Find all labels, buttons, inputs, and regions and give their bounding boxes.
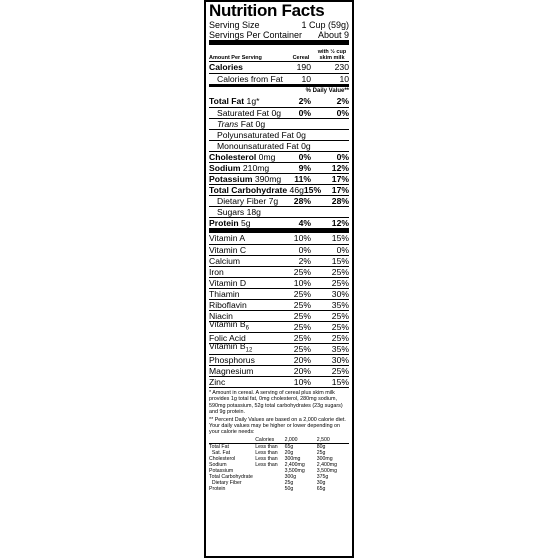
footnote-amount: * Amount in cereal. A serving of cereal plus skim milk provides 1g total fat, 0mg cholesterol, 280mg sodium, 590mg potassium, 52g total carbohydrates (23g sugars) and 9g protein. xyxy=(209,390,343,416)
vitamin-milk-dv: 25% xyxy=(331,321,349,332)
nutrient-row xyxy=(209,195,349,206)
nutrient-label xyxy=(209,119,287,130)
vitamin-cereal-dv: 25% xyxy=(293,332,311,343)
calories-label: Calories xyxy=(209,62,243,73)
vitamin-label: Vitamin $B_6$ xyxy=(209,319,249,333)
vitamin-milk-dv: 35% xyxy=(331,299,349,310)
vitamin-milk-dv: 15% xyxy=(331,233,349,244)
vitamin-milk-dv: 25% xyxy=(331,266,349,277)
vitamin-label: Vitamin D xyxy=(209,277,247,288)
dv-table-cell: 300mg xyxy=(284,455,301,462)
dv-table-cell: 20g xyxy=(284,449,294,456)
vitamin-label: Folic Acid xyxy=(209,332,246,343)
nutrient-name: Potassium xyxy=(209,173,253,184)
servings-row xyxy=(209,30,349,40)
dv-table-cell: Calories xyxy=(255,436,275,443)
panel-title: Nutrition Facts xyxy=(209,1,325,20)
vitamin-row xyxy=(209,343,349,354)
vitamin-label: Vitamin C xyxy=(209,244,247,255)
nutrient-amount: 5g xyxy=(238,217,251,228)
vitamin-milk-dv: 15% xyxy=(331,376,349,387)
dv-table-cell: 300mg xyxy=(316,455,333,462)
vitamin-subscript: 6 xyxy=(245,326,249,333)
dv-table-cell: Cholesterol xyxy=(209,455,236,462)
nutrient-cereal-dv: 15% xyxy=(303,184,322,195)
vitamin-subscript: 12 xyxy=(245,348,253,355)
calories-milk: 230 xyxy=(334,62,349,73)
vitamin-row xyxy=(209,233,349,244)
vitamin-cereal-dv: 20% xyxy=(293,354,311,365)
nutrient-row xyxy=(209,151,349,162)
vitamin-label: Magnesium xyxy=(209,365,254,376)
nutrient-amount: 18g xyxy=(244,206,261,217)
vitamin-cereal-dv: 25% xyxy=(293,288,311,299)
vitamin-milk-dv: 25% xyxy=(331,277,349,288)
nutrient-row xyxy=(209,96,349,107)
nutrient-name: Sugars xyxy=(217,206,245,217)
nutrient-milk-dv: 12% xyxy=(331,217,349,228)
dv-table-cell: 2,500 xyxy=(316,436,330,443)
vitamins-list xyxy=(209,233,349,387)
vitamin-milk-dv: 25% xyxy=(331,332,349,343)
calories-fat-label: Calories from Fat xyxy=(217,73,283,84)
dv-table-row xyxy=(209,486,349,492)
dv-table-cell: Total Carbohydrate xyxy=(209,473,253,480)
nutrient-cereal-dv: 28% xyxy=(293,195,311,206)
nutrient-cereal-dv: 11% xyxy=(294,173,311,184)
dv-table-cell: Dietary Fiber xyxy=(209,479,242,486)
nutrient-label xyxy=(209,218,287,229)
nutrient-milk-dv: 17% xyxy=(331,184,349,195)
nutrient-row xyxy=(209,140,349,151)
nutrient-milk-dv: 12% xyxy=(331,162,349,173)
milk-header: with ½ cup skim milk xyxy=(317,49,347,61)
nutrient-milk-dv: 2% xyxy=(336,96,349,107)
nutrient-name: Saturated Fat xyxy=(217,107,270,118)
nutrient-amount: 1g* xyxy=(244,96,260,107)
nutrient-amount: 0mg xyxy=(256,151,276,162)
dv-table-cell: Less than xyxy=(255,449,278,456)
vitamin-cereal-dv: 20% xyxy=(293,365,311,376)
nutrient-milk-dv: 0% xyxy=(336,107,349,118)
dv-table-cell: 80g xyxy=(317,443,349,450)
nutrient-cereal-dv: 2% xyxy=(298,96,311,107)
vitamin-row xyxy=(209,365,349,376)
dv-table-cell xyxy=(255,486,284,492)
nutrition-facts-panel xyxy=(204,0,354,558)
serving-size-label: Serving Size xyxy=(209,20,260,30)
daily-values-table xyxy=(209,437,349,492)
serving-size-row xyxy=(209,20,349,30)
nutrient-cereal-dv: 0% xyxy=(298,107,311,118)
vitamin-label: Vitamin A xyxy=(209,233,246,244)
vitamin-label: Iron xyxy=(209,266,224,277)
nutrient-label xyxy=(209,174,287,185)
vitamin-row xyxy=(209,321,349,332)
dv-table-cell: Protein xyxy=(209,485,226,492)
nutrient-row xyxy=(209,217,349,228)
nutrient-label xyxy=(209,152,287,163)
nutrient-cereal-dv: 9% xyxy=(298,162,311,173)
vitamin-cereal-dv: 0% xyxy=(298,244,311,255)
nutrient-amount: 46g xyxy=(287,184,304,195)
nutrient-amount: 390mg xyxy=(252,173,282,184)
nutrient-label xyxy=(209,141,311,152)
vitamin-row xyxy=(209,299,349,310)
nutrient-label xyxy=(209,207,287,218)
dv-table-cell: Total Fat xyxy=(209,443,255,450)
serving-size-value: 1 Cup (59g) xyxy=(301,20,349,30)
vitamin-label: Phosphorus xyxy=(209,354,255,365)
nutrient-name: Monounsaturated Fat xyxy=(217,140,299,151)
dv-table-cell: Less than xyxy=(255,455,278,462)
nutrient-label xyxy=(209,185,304,196)
nutrient-label xyxy=(209,96,287,107)
nutrient-cereal-dv: 0% xyxy=(298,151,311,162)
nutrient-row xyxy=(209,118,349,129)
nutrient-amount: 0g xyxy=(269,107,282,118)
vitamin-label: Riboflavin xyxy=(209,299,247,310)
nutrient-row xyxy=(209,162,349,173)
nutrient-milk-dv: 0% xyxy=(336,151,349,162)
amount-header: Amount Per Serving xyxy=(209,55,262,61)
vitamin-cereal-dv: 10% xyxy=(293,376,311,387)
vitamin-milk-dv: 15% xyxy=(331,255,349,266)
vitamin-label: Vitamin $B_{12}$ xyxy=(209,341,253,355)
vitamin-cereal-dv: 2% xyxy=(298,255,311,266)
dv-table-cell: 375g xyxy=(316,473,329,480)
dv-table-cell: Sodium xyxy=(209,461,227,468)
servings-label: Servings Per Container xyxy=(209,30,303,40)
vitamin-cereal-dv: 25% xyxy=(293,310,311,321)
dv-table-cell: 2,400mg xyxy=(284,461,305,468)
dv-table-cell: 3,500mg xyxy=(316,467,337,474)
dv-table-cell: 30g xyxy=(316,479,326,486)
vitamin-row xyxy=(209,277,349,288)
nutrient-cereal-dv: 4% xyxy=(298,217,311,228)
dv-table-cell: 50g xyxy=(284,485,294,492)
nutrient-milk-dv: 17% xyxy=(331,173,349,184)
vitamin-row xyxy=(209,266,349,277)
dv-table-cell: 300g xyxy=(284,473,297,480)
calories-fat-milk: 10 xyxy=(339,73,349,84)
vitamin-milk-dv: 0% xyxy=(336,244,349,255)
vitamin-label: Zinc xyxy=(209,376,226,387)
vitamin-milk-dv: 30% xyxy=(331,288,349,299)
dv-table-cell: 25g xyxy=(316,449,326,456)
footnotes xyxy=(209,390,349,436)
vitamin-label: Calcium xyxy=(209,255,241,266)
nutrient-amount: 0g xyxy=(293,129,306,140)
nutrient-milk-dv: 28% xyxy=(331,195,349,206)
vitamin-cereal-dv: 10% xyxy=(293,277,311,288)
nutrient-label xyxy=(209,108,287,119)
nutrient-row xyxy=(209,184,349,195)
nutrient-row xyxy=(209,107,349,118)
dv-table-cell: Less than xyxy=(255,461,278,468)
vitamin-cereal-dv: 25% xyxy=(293,321,311,332)
nutrient-amount: 0g xyxy=(298,140,311,151)
footnote-daily-values: ** Percent Daily Values are based on a 2,000 calorie diet. Your daily values may be higher or lower depending on your calorie needs: xyxy=(209,416,346,436)
calories-row xyxy=(209,62,349,73)
dv-table-cell: Less than xyxy=(255,443,284,450)
vitamin-label: Niacin xyxy=(209,310,233,321)
servings-value: About 9 xyxy=(317,30,349,40)
nutrient-name: Sodium xyxy=(209,162,241,173)
nutrient-amount: Fat 0g xyxy=(238,118,266,129)
nutrient-name: Total Fat xyxy=(209,96,245,107)
dv-table-cell: 65g xyxy=(285,443,317,450)
dv-table-cell: 2,400mg xyxy=(316,461,337,468)
daily-value-header: % Daily Value** xyxy=(305,88,349,94)
nutrient-name: Trans xyxy=(217,118,239,129)
vitamin-milk-dv: 30% xyxy=(331,354,349,365)
vitamin-row xyxy=(209,376,349,387)
vitamin-cereal-dv: 10% xyxy=(293,233,311,244)
nutrient-name: Protein xyxy=(209,217,239,228)
dv-table-cell: Potassium xyxy=(209,467,234,474)
nutrient-name: Total Carbohydrate xyxy=(209,184,288,195)
column-header xyxy=(209,45,349,61)
calories-fat-row xyxy=(209,73,349,84)
nutrient-row xyxy=(209,206,349,217)
nutrient-label xyxy=(209,163,287,174)
vitamin-cereal-dv: 25% xyxy=(293,299,311,310)
vitamin-label: Thiamin xyxy=(209,288,240,299)
vitamin-row xyxy=(209,354,349,365)
nutrient-row xyxy=(209,173,349,184)
nutrient-label xyxy=(209,130,306,141)
vitamin-row xyxy=(209,244,349,255)
vitamin-row xyxy=(209,255,349,266)
vitamin-milk-dv: 25% xyxy=(331,310,349,321)
calories-cereal: 190 xyxy=(296,62,311,73)
nutrient-name: Dietary Fiber xyxy=(217,195,267,206)
vitamin-cereal-dv: 25% xyxy=(293,266,311,277)
nutrient-label xyxy=(209,196,287,207)
vitamin-cereal-dv: 25% xyxy=(293,343,311,354)
nutrient-row xyxy=(209,129,349,140)
dv-table-cell: 2,000 xyxy=(284,436,298,443)
dv-table-cell: Sat. Fat xyxy=(209,449,231,456)
dv-table-cell: 3,500mg xyxy=(284,467,305,474)
nutrient-name: Polyunsaturated Fat xyxy=(217,129,294,140)
nutrient-amount: 210mg xyxy=(240,162,270,173)
calories-fat-cereal: 10 xyxy=(301,73,311,84)
vitamin-milk-dv: 35% xyxy=(331,343,349,354)
vitamin-row xyxy=(209,288,349,299)
nutrients-list xyxy=(209,96,349,228)
dv-table-cell: 65g xyxy=(316,485,326,492)
vitamin-milk-dv: 25% xyxy=(331,365,349,376)
nutrient-name: Cholesterol xyxy=(209,151,257,162)
cereal-header: Cereal xyxy=(292,55,310,61)
nutrient-amount: 7g xyxy=(266,195,279,206)
dv-table-cell: 25g xyxy=(284,479,294,486)
